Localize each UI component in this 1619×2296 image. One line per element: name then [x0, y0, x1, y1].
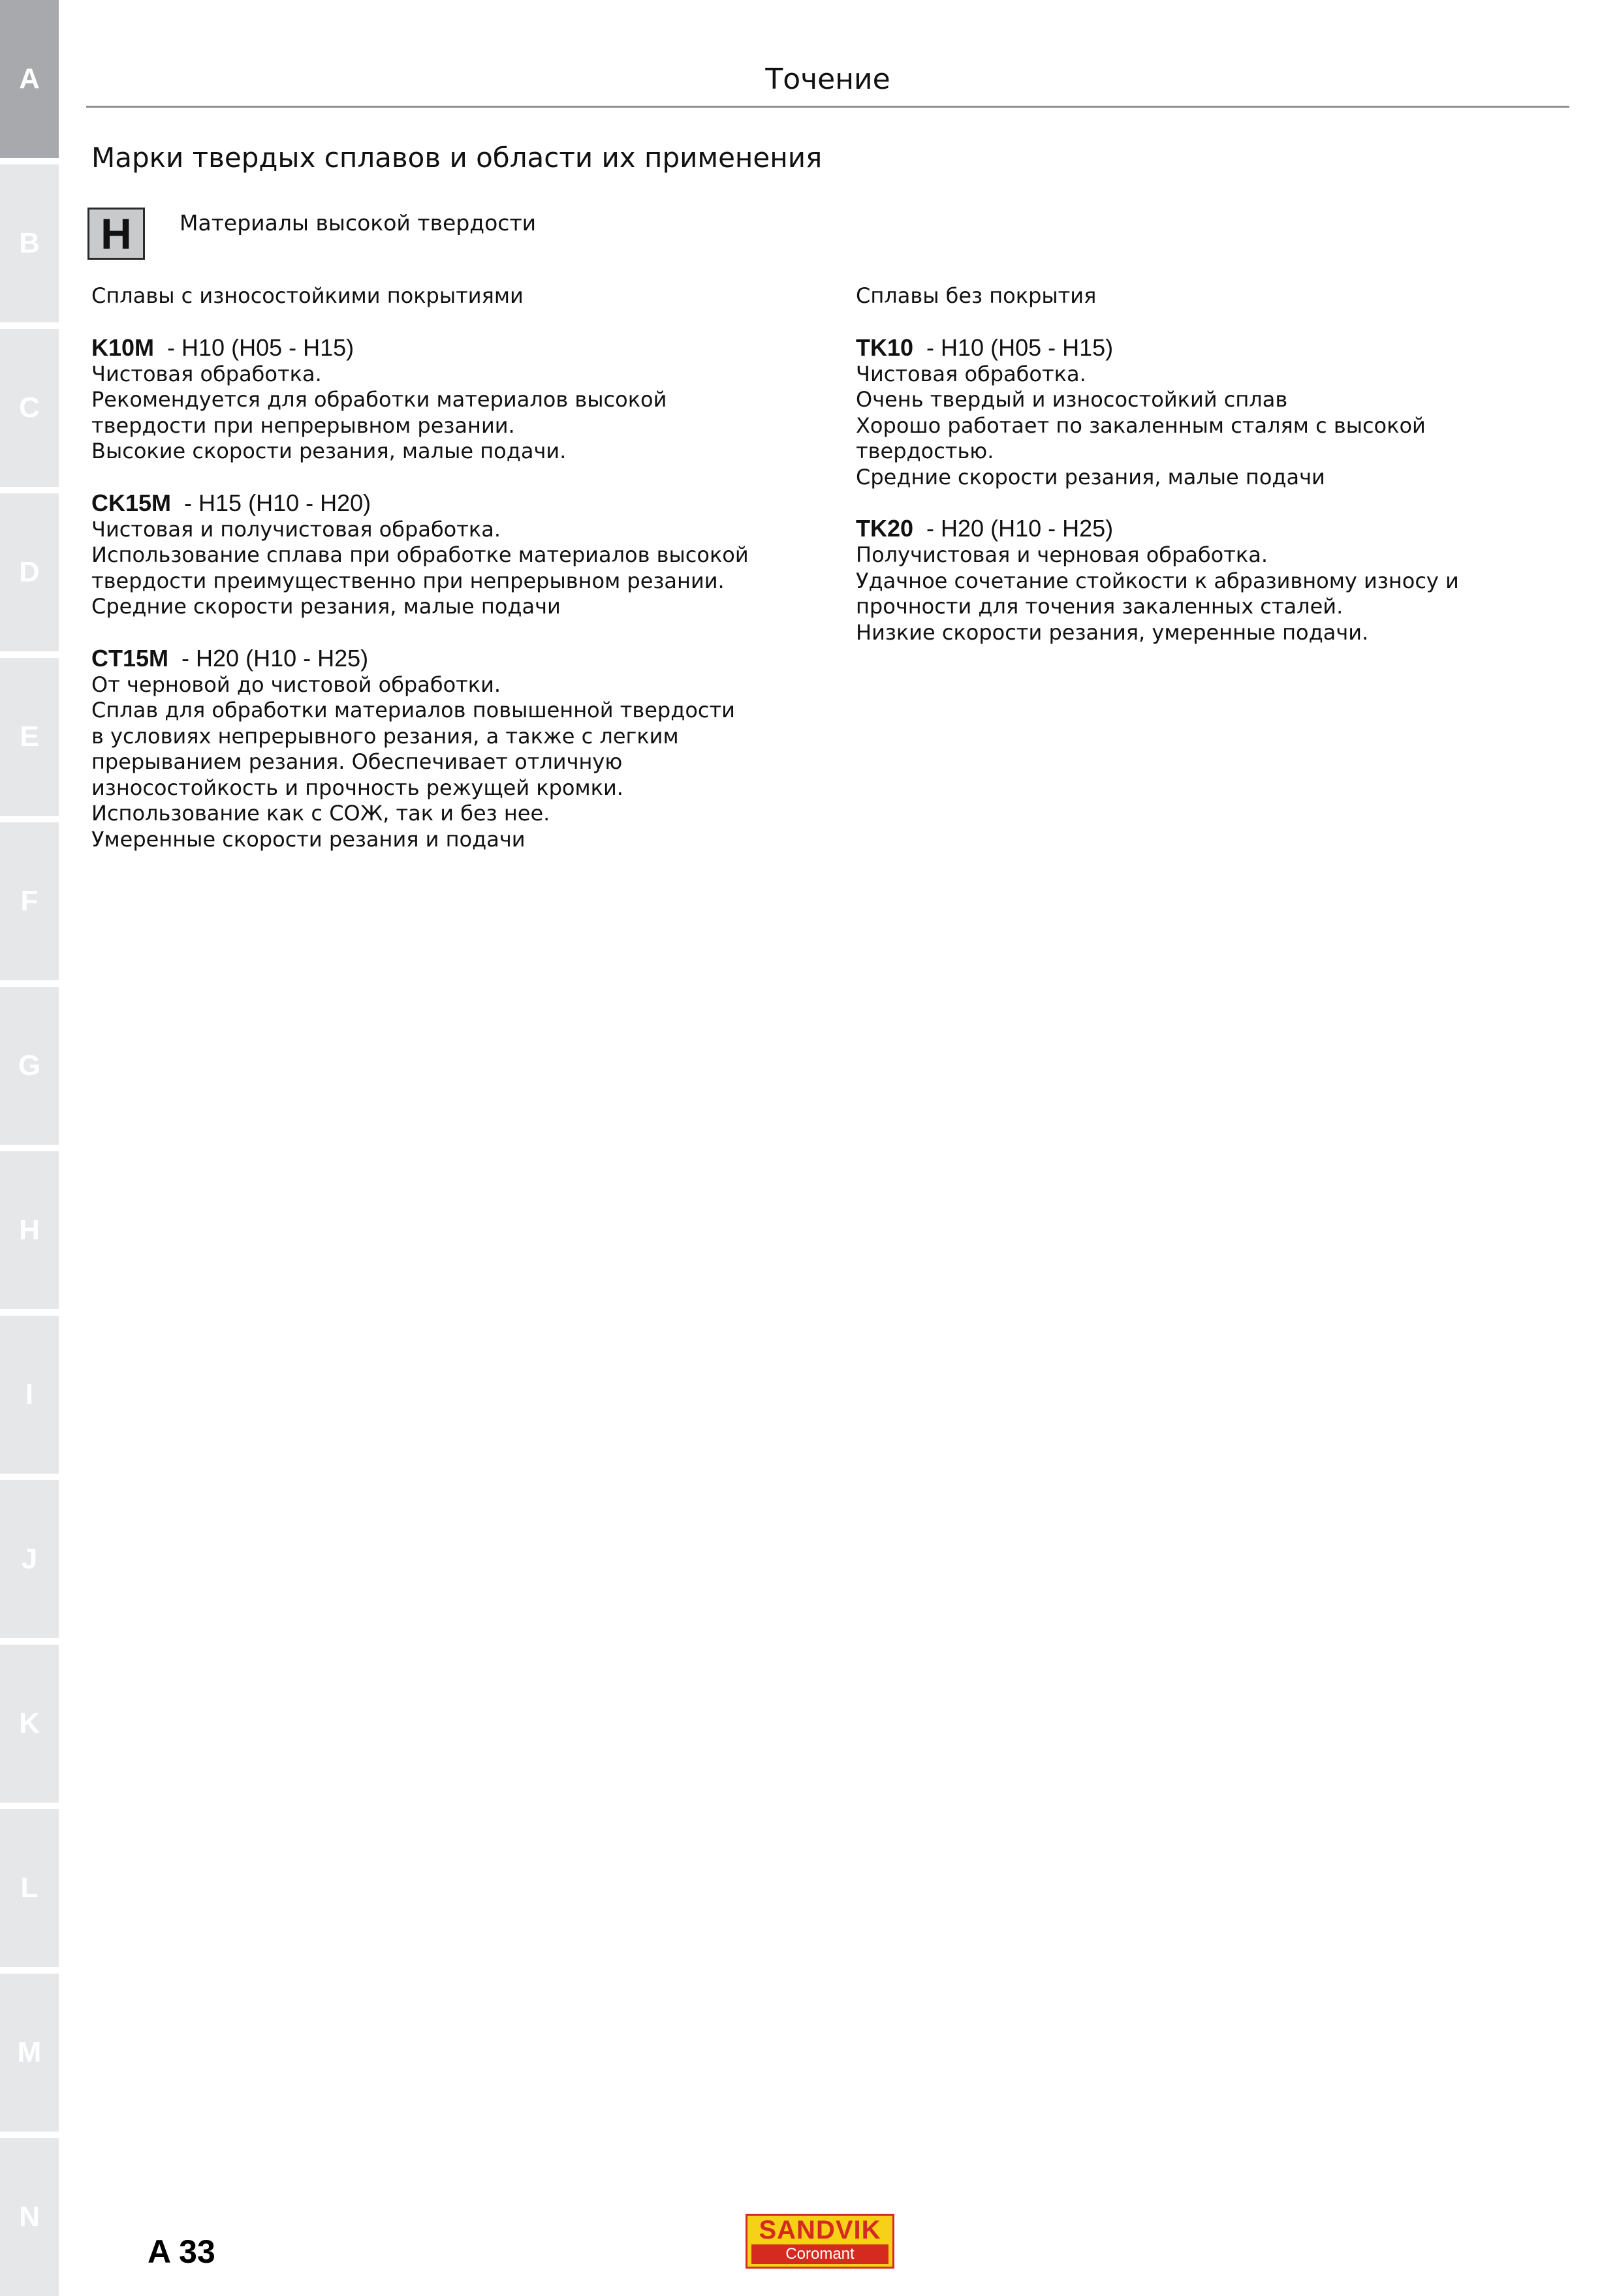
grade-description-line: Хорошо работает по закаленным сталям с высокой [856, 412, 1426, 438]
grade-description-line: Средние скорости резания, малые подачи [91, 594, 561, 619]
grade-range: - H20 (H10 - H25) [926, 515, 1114, 542]
grade-block-k10m [91, 334, 823, 465]
side-tab-a: A [0, 0, 59, 158]
column-heading: Сплавы с износостойкими покрытиями [91, 283, 524, 308]
grade-description-line: прерыванием резания. Обеспечивает отличную [91, 749, 623, 774]
side-tab-d: D [0, 493, 59, 651]
side-tab-j: J [0, 1480, 59, 1638]
side-tab-k: K [0, 1645, 59, 1803]
page-number: A 33 [148, 2233, 215, 2270]
grade-description-line: твердостью. [856, 439, 994, 463]
grade-list [91, 334, 823, 853]
grade-list [856, 334, 1574, 646]
grade-description-line: в условиях непрерывного резания, а также с легким [91, 723, 679, 749]
grade-code: TK10 [856, 334, 914, 361]
uncoated-grades-column [856, 283, 1574, 670]
grade-header [856, 334, 1574, 362]
grade-range: - H10 (H05 - H15) [926, 334, 1114, 361]
grade-description-line: износостойкость и прочность режущей кромки. [91, 775, 623, 800]
page-title: Точение [765, 63, 890, 96]
grade-block-ck15m [91, 489, 823, 620]
grade-description-line: Чистовая обработка. [91, 361, 322, 386]
side-tab-f: F [0, 822, 59, 980]
iso-group-label: Материалы высокой твердости [180, 210, 537, 236]
grade-header [91, 645, 823, 672]
side-tab-g: G [0, 987, 59, 1145]
grade-range: - H10 (H05 - H15) [167, 334, 354, 361]
side-tab-l: L [0, 1809, 59, 1967]
logo-subtitle: Coromant [751, 2244, 888, 2264]
side-tab-c: C [0, 329, 59, 487]
grade-block-tk20 [856, 515, 1574, 645]
grade-header [856, 515, 1574, 542]
grade-range: - H20 (H10 - H25) [181, 644, 369, 672]
grade-description-line: Высокие скорости резания, малые подачи. [91, 439, 567, 463]
grade-code: CK15M [91, 489, 172, 516]
grade-code: CT15M [91, 644, 169, 672]
grade-code: TK20 [856, 515, 914, 542]
grade-description-line: Средние скорости резания, малые подачи [856, 464, 1325, 489]
side-tab-e: E [0, 658, 59, 816]
logo-wordmark: SANDVIK [759, 2216, 881, 2244]
grade-description-line: твердости при непрерывном резании. [91, 412, 515, 438]
grade-description-line: твердости преимущественно при непрерывном резании. [91, 568, 725, 593]
column-heading: Сплавы без покрытия [856, 283, 1097, 308]
grade-description-line: Получистовая и черновая обработка. [856, 542, 1268, 567]
section-title: Марки твердых сплавов и области их применения [91, 142, 823, 174]
grade-description-line: Использование сплава при обработке материалов высокой [91, 542, 749, 567]
grade-description-line: От черновой до чистовой обработки. [91, 672, 501, 697]
side-tab-n: N [0, 2138, 59, 2296]
iso-group-badge: H [87, 208, 145, 260]
grade-description-line: Низкие скорости резания, умеренные подачи. [856, 619, 1369, 645]
grade-range: - H15 (H10 - H20) [184, 489, 371, 516]
grade-description-line: Чистовая обработка. [856, 361, 1086, 386]
grade-description-line: Удачное сочетание стойкости к абразивному износу и [856, 568, 1459, 593]
grade-description-line: Использование как с СОЖ, так и без нее. [91, 801, 550, 826]
side-tab-h: H [0, 1151, 59, 1309]
grade-description-line: Рекомендуется для обработки материалов высокой [91, 387, 667, 412]
side-tab-m: M [0, 1974, 59, 2132]
side-tab-i: I [0, 1316, 59, 1474]
grade-header [91, 334, 823, 362]
sandvik-coromant-logo [746, 2214, 894, 2269]
grade-block-ct15m [91, 645, 823, 853]
grade-description-line: Чистовая и получистовая обработка. [91, 516, 501, 542]
coated-grades-column [91, 283, 823, 877]
grade-header [91, 489, 823, 517]
side-tab-b: B [0, 164, 59, 322]
page-header [86, 60, 1569, 108]
grade-description-line: Очень твердый и износостойкий сплав [856, 387, 1288, 412]
grade-description-line: прочности для точения закаленных сталей. [856, 594, 1344, 619]
grade-description-line: Умеренные скорости резания и подачи [91, 826, 526, 852]
grade-code: K10M [91, 334, 155, 361]
thumb-index-tabs [0, 0, 59, 2289]
grade-block-tk10 [856, 334, 1574, 491]
grade-description-line: Сплав для обработки материалов повышенной твердости [91, 698, 735, 722]
